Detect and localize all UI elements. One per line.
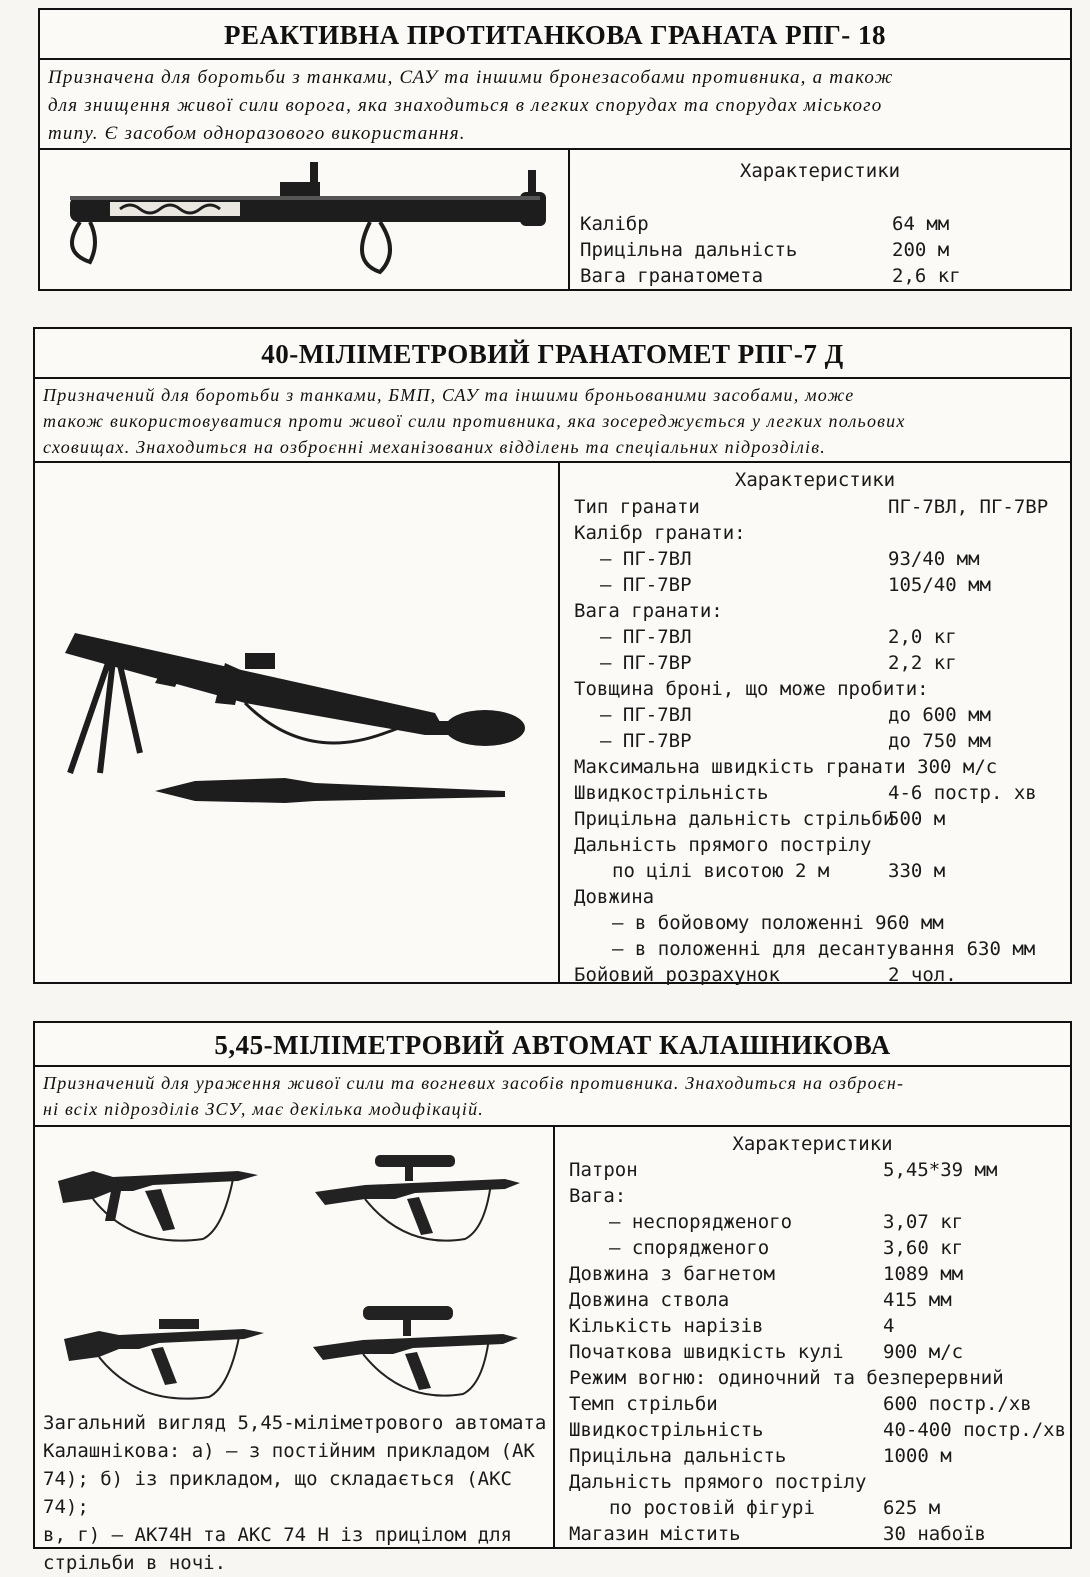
spec-label: Тип гранати <box>574 496 700 518</box>
spec-label: – спорядженого <box>609 1237 770 1259</box>
ak-illustration-d <box>303 1292 523 1402</box>
spec-value: 40-400 постр./хв <box>883 1419 1067 1441</box>
ak-illustration-c <box>59 1297 269 1407</box>
ak-body <box>35 1127 1070 1574</box>
spec-value: до 750 мм <box>888 730 991 752</box>
spec-label: – ПГ-7ВЛ <box>600 626 692 648</box>
spec-label: – неспоряджeного <box>609 1211 793 1233</box>
spec-label: Режим вогню: одиночний та безперервний <box>569 1367 1004 1389</box>
rpg18-description <box>40 60 1070 150</box>
spec-label: Швидкострільність <box>569 1419 764 1441</box>
rpg18-specs <box>570 150 1070 289</box>
spec-label: – ПГ-7ВР <box>600 574 692 596</box>
ak-desc-line: ні всіх підрозділів ЗСУ, має декілька модифікацій. <box>43 1099 484 1119</box>
rpg7-desc-line: Призначений для боротьби з танками, БМП, САУ та іншими броньованими засобами, може <box>43 385 855 405</box>
spec-label: Калібр гранати: <box>574 522 746 544</box>
spec-label: Початкова швидкість кулі <box>569 1341 844 1363</box>
spec-value: до 600 мм <box>888 704 991 726</box>
spec-label: Вага: <box>569 1185 627 1207</box>
spec-value: 2,0 кг <box>888 626 957 648</box>
ak-caption-line: 74); б) із прикладом, що складається (АКС 74); <box>43 1468 512 1518</box>
spec-value: 2,6 кг <box>892 265 961 287</box>
ak-card <box>33 1021 1072 1574</box>
ak-illustration-b <box>305 1137 525 1247</box>
spec-label: Довжина ствола <box>569 1289 730 1311</box>
spec-label: по цілі висотою 2 м <box>612 860 830 882</box>
spec-label: – ПГ-7ВЛ <box>600 548 692 570</box>
ak-specs <box>555 1127 1070 1547</box>
spec-label: Максимальна швидкість гранати 300 м/с <box>574 756 998 778</box>
ak-caption-line: Калашнікова: а) – з постійним прикладом (АК <box>43 1440 535 1462</box>
spec-label: Бойовий розрахунок <box>574 964 780 986</box>
spec-value: 105/40 мм <box>888 574 991 596</box>
spec-value: 2 чол. <box>888 964 957 986</box>
rpg18-launcher-illustration <box>50 154 560 284</box>
spec-label: – ПГ-7ВЛ <box>600 704 692 726</box>
spec-label: – в положенні для десантування 630 мм <box>612 938 1036 960</box>
spec-label: Швидкострільність <box>574 782 769 804</box>
spec-value: 2,2 кг <box>888 652 957 674</box>
spec-value: 625 м <box>883 1497 941 1519</box>
spec-label: Вага гранати: <box>574 600 723 622</box>
spec-value: 1000 м <box>883 1445 952 1467</box>
spec-value: 4 <box>883 1315 895 1337</box>
rpg7-launcher-illustration <box>45 613 545 813</box>
spec-label: Магазин містить <box>569 1523 741 1545</box>
spec-label: Товщина броні, що може пробити: <box>574 678 929 700</box>
spec-value: 500 м <box>888 808 946 830</box>
ak-caption-line: стрільби в ночі. <box>43 1552 227 1574</box>
ak-caption <box>43 1409 548 1577</box>
rpg18-desc-line: для знищення живої сили ворога, яка знаходиться в легких спорудах та спорудах міського <box>48 95 883 116</box>
spec-value: 5,45*39 мм <box>883 1159 998 1181</box>
rpg7-description <box>35 379 1070 463</box>
spec-label: – в бойовому положенні 960 мм <box>612 912 944 934</box>
rpg18-specs-title: Характеристики <box>739 160 901 182</box>
ak-title: 5,45-МІЛІМЕТРОВИЙ АВТОМАТ КАЛАШНИКОВА <box>35 1023 1070 1067</box>
rpg7-specs-title: Характеристики <box>734 469 896 491</box>
spec-value: 330 м <box>888 860 946 882</box>
ak-specs-title: Характеристики <box>732 1133 893 1155</box>
rpg7-desc-line: також використовуватися проти живої сили противника, яка зосереджується у легких польових <box>43 411 906 431</box>
rpg7-image-column <box>35 463 560 982</box>
ak-caption-line: Загальний вигляд 5,45-міліметрового автомата <box>43 1412 547 1434</box>
spec-value: 3,60 кг <box>883 1237 964 1259</box>
spec-label: Довжина <box>574 886 655 908</box>
ak-desc-line: Призначений для ураження живої сили та вогневих засобів противника. Знаходиться на озброєн- <box>43 1073 905 1093</box>
rpg18-card <box>38 8 1072 291</box>
spec-label: Дальність прямого пострілу <box>574 834 872 856</box>
spec-label: Темп стрільби <box>569 1393 718 1415</box>
ak-caption-line: в, г) – АК74Н та АКС 74 Н із прицілом для <box>43 1524 512 1546</box>
spec-label: Прицільна дальність <box>580 239 798 261</box>
rpg7-specs <box>560 463 1070 986</box>
spec-label: Прицільна дальність <box>569 1445 787 1467</box>
spec-value: ПГ-7ВЛ, ПГ-7ВР <box>888 496 1049 518</box>
rpg7-card <box>33 327 1072 984</box>
spec-label: Прицільна дальність стрільби <box>574 808 895 830</box>
spec-value: 600 постр./хв <box>883 1393 1032 1415</box>
spec-value: 900 м/с <box>883 1341 964 1363</box>
rpg7-title: 40-МІЛІМЕТРОВИЙ ГРАНАТОМЕТ РПГ-7 Д <box>35 329 1070 379</box>
spec-value: 200 м <box>892 239 950 261</box>
spec-value: 415 мм <box>883 1289 952 1311</box>
spec-label: Вага гранатомета <box>580 265 764 287</box>
spec-value: 64 мм <box>892 213 950 235</box>
rpg18-desc-line: Призначена для боротьби з танками, САУ та іншими бронезасобами противника, а також <box>48 67 894 88</box>
rpg18-image-column <box>40 150 570 289</box>
rpg18-body <box>40 150 1070 289</box>
rpg18-desc-line: типу. Є засобом одноразового використання. <box>48 123 466 144</box>
ak-illustration-a <box>53 1141 263 1251</box>
spec-value: 1089 мм <box>883 1263 964 1285</box>
spec-label: Калібр <box>580 213 649 235</box>
spec-label: – ПГ-7ВР <box>600 652 692 674</box>
spec-value: 3,07 кг <box>883 1211 964 1233</box>
spec-label: – ПГ-7ВР <box>600 730 692 752</box>
rpg7-desc-line: сховищах. Знаходиться на озброєнні механізованих відділень та спеціальних підрозділів. <box>43 437 826 457</box>
spec-label: Кількість нарізів <box>569 1315 764 1337</box>
ak-image-column <box>35 1127 555 1574</box>
spec-label: Довжина з багнетом <box>569 1263 775 1285</box>
rpg7-body <box>35 463 1070 986</box>
spec-label: Патрон <box>569 1159 638 1181</box>
spec-value: 4-6 постр. хв <box>888 782 1037 804</box>
spec-label: Дальність прямого пострілу <box>569 1471 867 1493</box>
rpg18-title: РЕАКТИВНА ПРОТИТАНКОВА ГРАНАТА РПГ- 18 <box>40 10 1070 60</box>
spec-value: 93/40 мм <box>888 548 980 570</box>
ak-description <box>35 1067 1070 1127</box>
spec-label: по ростовій фігурі <box>609 1497 815 1519</box>
spec-value: 30 набоїв <box>883 1523 986 1545</box>
